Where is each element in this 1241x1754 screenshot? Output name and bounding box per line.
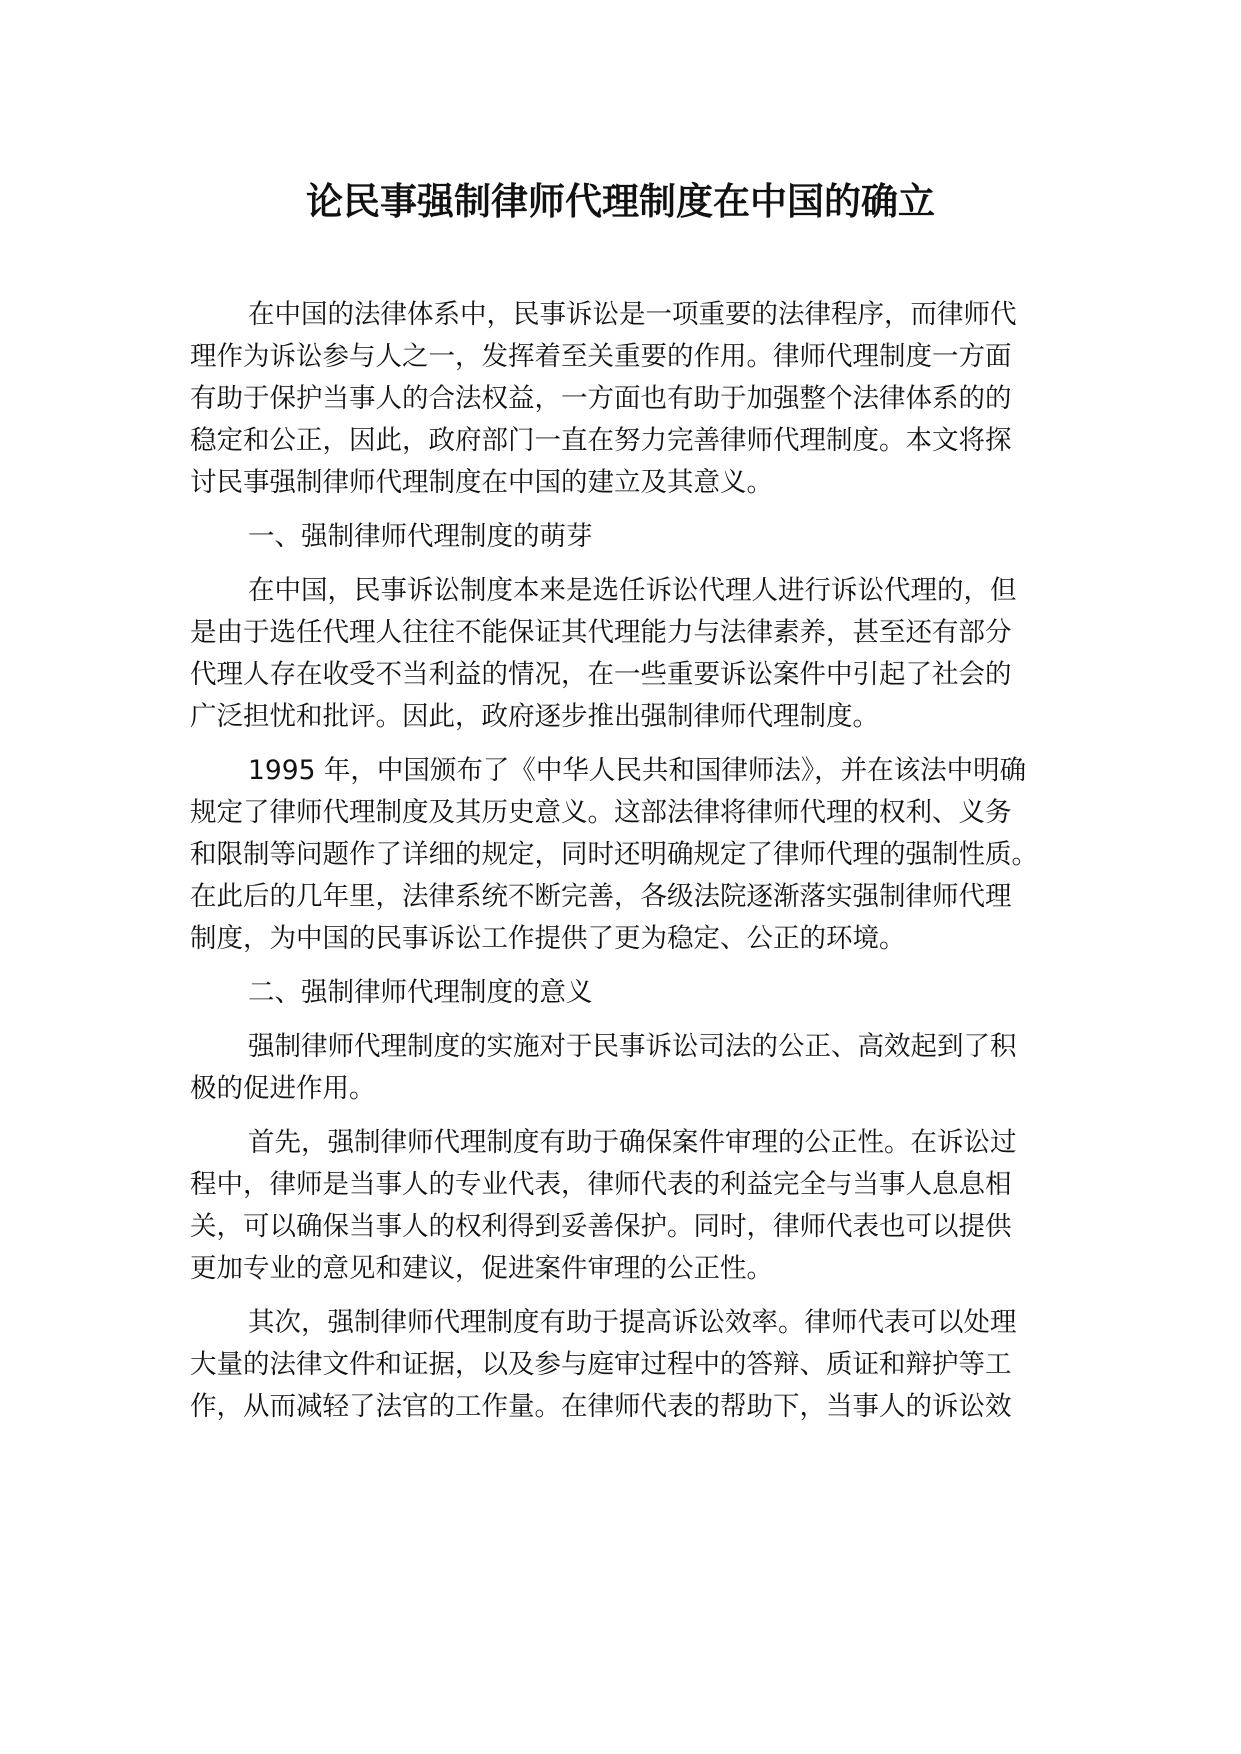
text-line: 1995 年，中国颁布了《中华人民共和国律师法》，并在该法中明确 [248,755,1027,786]
text-line: 讨民事强制律师代理制度在中国的建立及其意义。 [190,467,773,498]
paragraph [190,294,1070,504]
text-line: 稳定和公正，因此，政府部门一直在努力完善律师代理制度。本文将探 [190,425,1012,456]
text-line: 关，可以确保当事人的权利得到妥善保护。同时，律师代表也可以提供 [190,1211,1012,1242]
text-line: 首先，强制律师代理制度有助于确保案件审理的公正性。在诉讼过 [248,1127,1017,1158]
text-line: 一、强制律师代理制度的萌芽 [248,521,593,552]
text-line: 更加专业的意见和建议，促进案件审理的公正性。 [190,1253,773,1284]
text-line: 广泛担忧和批评。因此，政府逐步推出强制律师代理制度。 [190,701,879,732]
text-line: 代理人存在收受不当利益的情况，在一些重要诉讼案件中引起了社会的 [190,659,1012,690]
text-line: 作，从而减轻了法官的工作量。在律师代表的帮助下，当事人的诉讼效 [190,1391,1012,1422]
paragraph [190,750,1070,960]
paragraph [190,516,1070,558]
text-line: 有助于保护当事人的合法权益，一方面也有助于加强整个法律体系的的 [190,383,1012,414]
text-line: 是由于选任代理人往往不能保证其代理能力与法律素养，甚至还有部分 [190,617,1012,648]
text-line: 制度，为中国的民事诉讼工作提供了更为稳定、公正的环境。 [190,923,906,954]
document-title: 论民事强制律师代理制度在中国的确立 [306,180,935,223]
text-line: 程中，律师是当事人的专业代表，律师代表的利益完全与当事人息息相 [190,1169,1012,1200]
text-line: 强制律师代理制度的实施对于民事诉讼司法的公正、高效起到了积 [248,1031,1017,1062]
paragraph [190,570,1070,738]
text-line: 大量的法律文件和证据，以及参与庭审过程中的答辩、质证和辩护等工 [190,1349,1012,1380]
text-line: 在此后的几年里，法律系统不断完善，各级法院逐渐落实强制律师代理 [190,881,1012,912]
text-line: 在中国，民事诉讼制度本来是选任诉讼代理人进行诉讼代理的，但 [248,575,1017,606]
text-line: 在中国的法律体系中，民事诉讼是一项重要的法律程序，而律师代 [248,299,1017,330]
paragraph [190,1122,1070,1290]
text-line: 规定了律师代理制度及其历史意义。这部法律将律师代理的权利、义务 [190,797,1012,828]
paragraph [190,972,1070,1014]
text-line: 二、强制律师代理制度的意义 [248,977,593,1008]
paragraph [190,1302,1070,1428]
text-line: 理作为诉讼参与人之一，发挥着至关重要的作用。律师代理制度一方面 [190,341,1012,372]
text-line: 其次，强制律师代理制度有助于提高诉讼效率。律师代表可以处理 [248,1307,1017,1338]
text-line: 极的促进作用。 [190,1073,376,1104]
text-line: 和限制等问题作了详细的规定，同时还明确规定了律师代理的强制性质。 [190,839,1038,870]
document-body [190,294,1070,1440]
paragraph [190,1026,1070,1110]
